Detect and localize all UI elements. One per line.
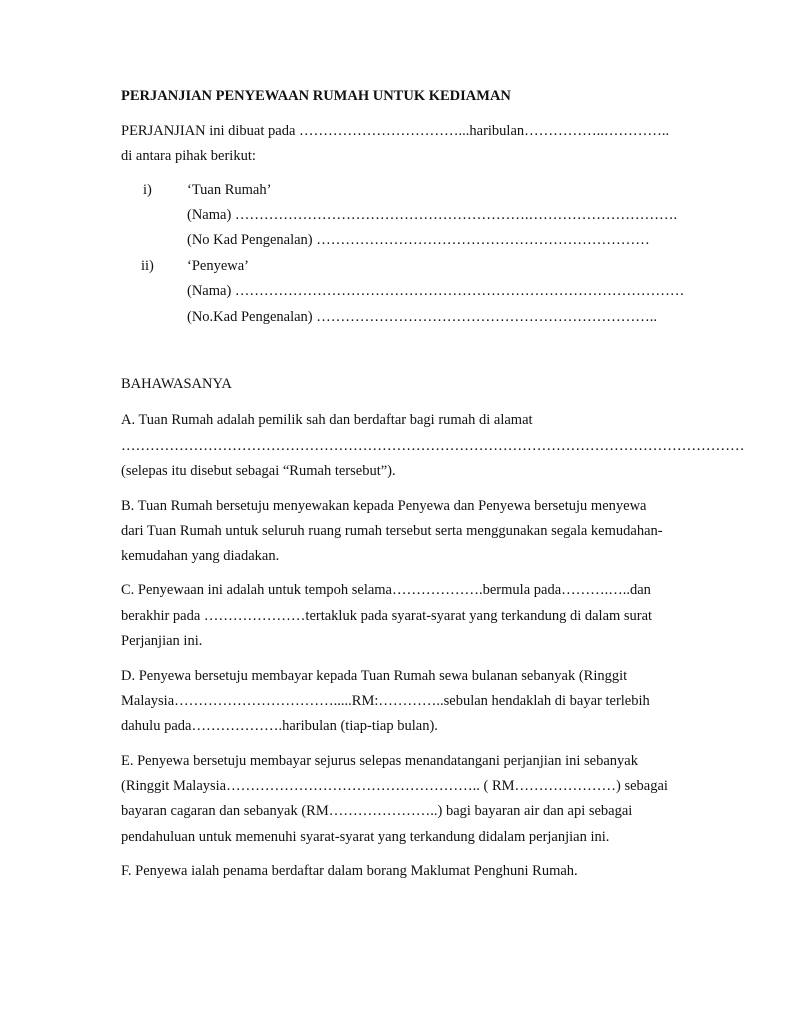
clause-line: Malaysia…………………………….....RM:…………..sebulan hendaklah di bayar terlebih — [121, 693, 650, 709]
parties-intro-line: di antara pihak berikut: — [121, 148, 256, 164]
clause-line: B. Tuan Rumah bersetuju menyewakan kepada Penyewa dan Penyewa bersetuju menyewa — [121, 498, 647, 514]
clause-line: D. Penyewa bersetuju membayar kepada Tuan Rumah sewa bulanan sebanyak (Ringgit — [121, 668, 628, 684]
clause-line: Perjanjian ini. — [121, 633, 203, 649]
party-id-field: (No Kad Pengenalan) …………………………………………………………… — [187, 232, 650, 248]
clause-line: E. Penyewa bersetuju membayar sejurus selepas menandatangani perjanjian ini sebanyak — [121, 753, 638, 769]
recitals-heading: BAHAWASANYA — [121, 376, 232, 392]
address-blank-line: ………………………………………………………………………………………………………………… — [121, 438, 745, 454]
clause-line: (Ringgit Malaysia…………………………………………….. ( RM…………………) sebagai — [121, 778, 668, 794]
clause-line: dari Tuan Rumah untuk seluruh ruang rumah tersebut serta menggunakan segala kemudahan- — [121, 523, 663, 539]
clause-line: dahulu pada……………….haribulan (tiap-tiap bulan). — [121, 718, 438, 734]
party-name-field: (Nama) …………………………………………………….…………………………. — [187, 207, 678, 223]
clause-line: F. Penyewa ialah penama berdaftar dalam borang Maklumat Penghuni Rumah. — [121, 863, 578, 879]
clause-line: kemudahan yang diadakan. — [121, 548, 280, 564]
agreement-date-line: PERJANJIAN ini dibuat pada ……………………………...haribulan……………..………….. — [121, 123, 670, 139]
clause-line: (selepas itu disebut sebagai “Rumah tersebut”). — [121, 463, 396, 479]
party-id-field: (No.Kad Pengenalan) …………………………………………………………….. — [187, 309, 657, 325]
clause-line: berakhir pada …………………tertakluk pada syarat-syarat yang terkandung di dalam surat — [121, 608, 653, 624]
party-number: i) — [143, 182, 152, 198]
clause-line: pendahuluan untuk memenuhi syarat-syarat yang terkandung didalam perjanjian ini. — [121, 829, 610, 845]
clause-line: A. Tuan Rumah adalah pemilik sah dan berdaftar bagi rumah di alamat — [121, 412, 533, 428]
party-role: ‘Tuan Rumah’ — [187, 182, 272, 198]
clause-line: C. Penyewaan ini adalah untuk tempoh selama……………….bermula pada……….…..dan — [121, 582, 651, 598]
party-number: ii) — [141, 258, 154, 274]
clause-line: bayaran cagaran dan sebanyak (RM…………………..) bagi bayaran air dan api sebagai — [121, 803, 633, 819]
party-name-field: (Nama) ………………………………………………………………………………… — [187, 283, 685, 299]
document-title: PERJANJIAN PENYEWAAN RUMAH UNTUK KEDIAMAN — [121, 88, 511, 104]
party-role: ‘Penyewa’ — [187, 258, 250, 274]
